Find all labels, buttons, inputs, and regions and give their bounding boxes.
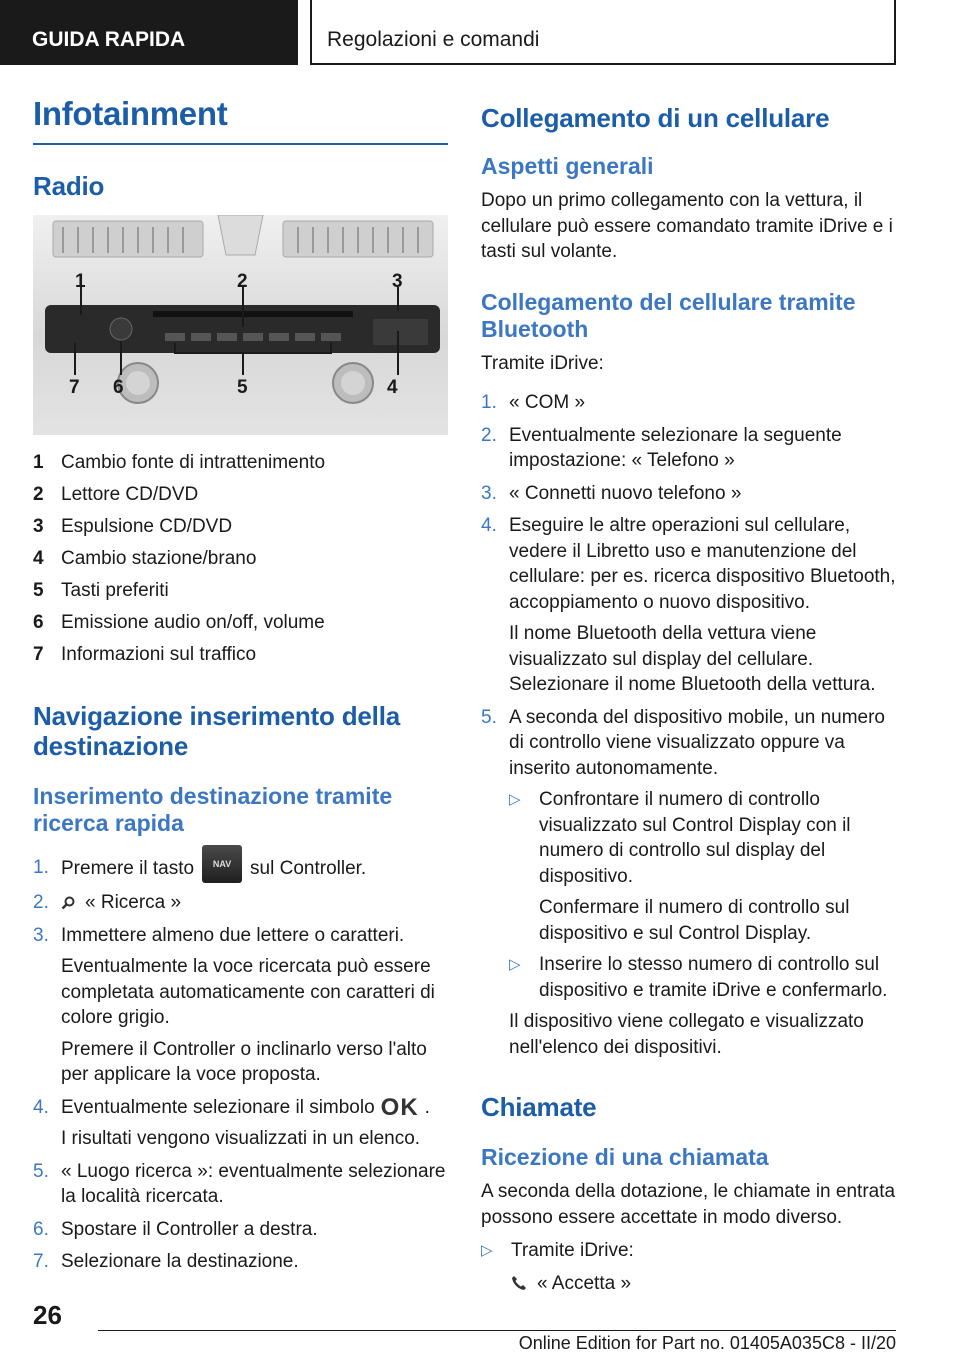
footer-edition: Online Edition for Part no. 01405A035C8 - II/20	[518, 1333, 896, 1353]
triangle-bullet-icon: ▷	[509, 956, 521, 973]
list-item: 4. Eseguire le altre operazioni sul cellulare, vedere il Libretto uso e manutenzione del cellulare: per es. ricerca dispositivo Bluetooth, accoppiamento o nuovo dispositivo. Il nome Bluetooth della vettura viene visualizzato sul display del cellulare. Selezionare il nome Bluetooth della vettura.	[481, 515, 896, 695]
callout-4: 4	[387, 377, 398, 398]
ok-symbol-icon: OK	[380, 1093, 419, 1121]
page-number: 26	[33, 1300, 62, 1330]
nav-heading: Navigazione inserimento della destinazione	[33, 701, 400, 761]
legend-item: 3 Espulsione CD/DVD	[33, 516, 233, 537]
left-column	[33, 95, 448, 1282]
radio-panel-illustration	[33, 215, 448, 435]
triangle-bullet-icon: ▷	[509, 791, 521, 808]
callout-7: 7	[69, 377, 80, 398]
general-text: Dopo un primo collegamento con la vettura, il cellulare può essere comandato tramite iDrive e i tasti sul volante.	[481, 190, 893, 262]
bluetooth-steps	[481, 390, 901, 1060]
legend-item: 7 Informazioni sul traffico	[33, 644, 257, 665]
bluetooth-intro: Tramite iDrive:	[481, 352, 604, 374]
callout-2: 2	[237, 271, 248, 292]
bluetooth-subheading: Collegamento del cellulare tramite Bluetooth	[481, 288, 856, 342]
legend-item: 1 Cambio fonte di intrattenimento	[33, 452, 326, 473]
header-chapter-tab	[310, 0, 896, 65]
list-item: 1. Premere il tasto NAV sul Controller.	[33, 855, 448, 883]
calls-heading: Chiamate	[481, 1092, 597, 1122]
legend-item: 5 Tasti preferiti	[33, 580, 169, 601]
header-section-label: GUIDA RAPIDA	[32, 28, 186, 51]
legend-item: 2 Lettore CD/DVD	[33, 484, 199, 505]
phone-icon	[511, 1273, 527, 1289]
callout-6: 6	[113, 377, 124, 398]
right-column	[481, 103, 901, 1296]
radio-legend	[33, 447, 448, 671]
nav-button-icon: NAV	[202, 845, 242, 883]
bullet-item: ▷ Tramite iDrive: « Accetta »	[481, 1240, 634, 1294]
page-title: Infotainment	[33, 95, 448, 145]
list-item: 2. Eventualmente selezionare la seguente impostazione: « Telefono »	[481, 424, 842, 471]
radio-heading: Radio	[33, 171, 105, 201]
bullet-item: ▷ Confrontare il numero di controllo visualizzato sul Control Display con il numero di controllo sul display del dispositivo. Confermare il numero di controllo sul dispositivo e sul Control Display.	[509, 789, 851, 944]
nav-subheading: Inserimento destinazione tramite ricerca rapida	[33, 783, 393, 836]
list-item: 1. « COM »	[481, 392, 586, 413]
callout-5: 5	[237, 377, 248, 398]
nav-steps	[33, 855, 448, 1275]
search-icon	[61, 892, 75, 906]
phone-heading: Collegamento di un cellulare	[481, 103, 830, 133]
header-section-tab	[0, 0, 298, 65]
footer-divider	[98, 1330, 896, 1331]
callout-3: 3	[392, 271, 403, 292]
legend-item: 6 Emissione audio on/off, volume	[33, 612, 325, 633]
bullet-item: ▷ Inserire lo stesso numero di controllo sul dispositivo e tramite iDrive e confermarlo.	[509, 954, 888, 1001]
list-item: 7. Selezionare la destinazione.	[33, 1251, 299, 1272]
receive-text: A seconda della dotazione, le chiamate in entrata possono essere accettate in modo diverso.	[481, 1181, 896, 1228]
list-item: 5. « Luogo ricerca »: eventualmente selezionare la località ricercata.	[33, 1160, 446, 1207]
triangle-bullet-icon: ▷	[481, 1242, 493, 1259]
list-item: 3. Immettere almeno due lettere o caratteri. Eventualmente la voce ricercata può essere completata automaticamente con caratteri di colore grigio. Premere il Controller o inclinarlo verso l'alto per applicare la voce proposta.	[33, 924, 435, 1085]
list-item: 2. « Ricerca »	[33, 892, 182, 913]
receive-subheading: Ricezione di una chiamata	[481, 1144, 769, 1170]
general-subheading: Aspetti generali	[481, 153, 654, 179]
callout-1: 1	[75, 271, 86, 292]
list-item: 5. A seconda del dispositivo mobile, un numero di controllo viene visualizzato oppure va inserito autonomamente. ▷ Confrontare il numero di controllo visualizzato sul Control Display con il numero di controllo sul display del dispositivo. Confermare il numero di controllo sul dispositivo e sul Control Display. ▷ Inserire lo stesso numero di controllo sul dispositivo e tramite iDrive e confermarlo. Il dispositivo viene collegato e visualizzato nell'elenco dei dispositivi.	[481, 705, 901, 1061]
legend-item: 4 Cambio stazione/brano	[33, 548, 257, 569]
list-item: 3. « Connetti nuovo telefono »	[481, 482, 742, 504]
radio-control-figure	[33, 215, 448, 435]
header-chapter-label: Regolazioni e comandi	[327, 28, 540, 51]
list-item: 4. Eventualmente selezionare il simbolo OK . I risultati vengono visualizzati in un elenco.	[33, 1093, 430, 1149]
list-item: 6. Spostare il Controller a destra.	[33, 1218, 318, 1240]
